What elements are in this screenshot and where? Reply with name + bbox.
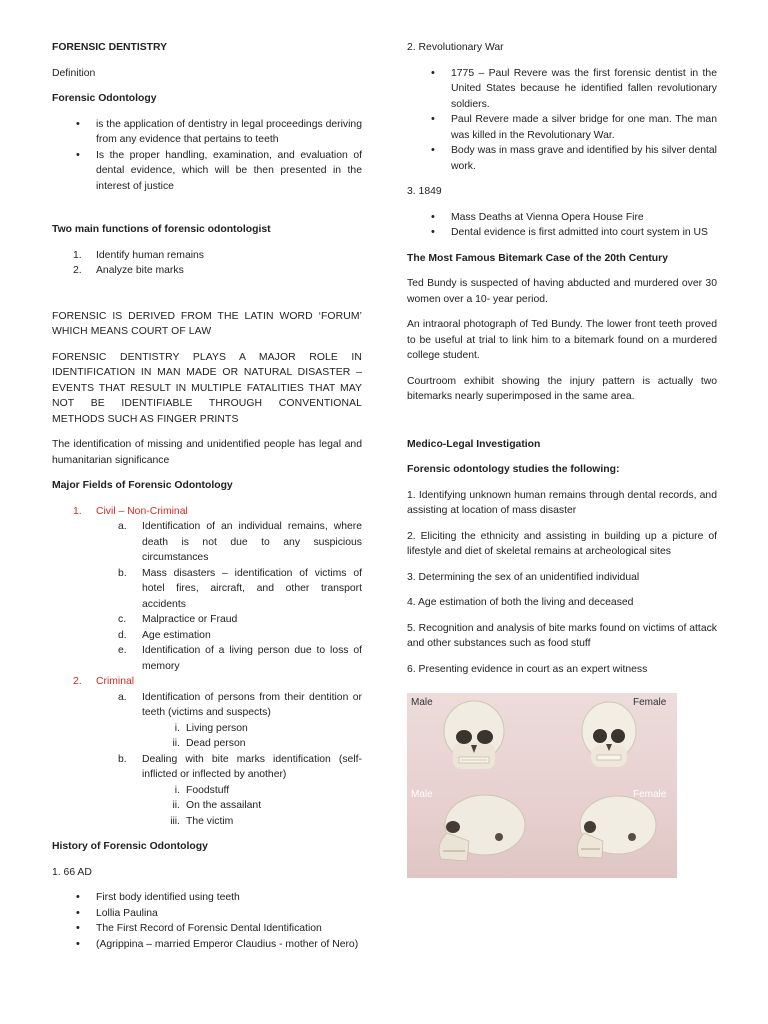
label-male-top: Male	[411, 697, 433, 708]
study-item: 6. Presenting evidence in court as an expert witness	[407, 663, 648, 675]
left-column	[52, 40, 362, 962]
criminal-heading: 2. Criminal	[73, 676, 135, 687]
list-item: • 1775 – Paul Revere was the first forensic dentist in the United States because he identified fallen revolutionary soldiers.	[407, 66, 717, 113]
list-item: ii. Dead person	[172, 738, 246, 749]
study-item: 1. Identifying unknown human remains through dental records, and assisting at location of mass disaster	[407, 489, 717, 516]
right-column	[407, 40, 717, 687]
list-item: • (Agrippina – married Emperor Claudius - mother of Nero)	[52, 937, 362, 953]
list-item: c. Malpractice or Fraud	[118, 614, 238, 625]
history-66-label: 1. 66 AD	[52, 866, 92, 878]
list-item: a. Identification of an individual remains, where death is not due to any suspicious circumstances	[118, 521, 362, 563]
medico-heading: Medico-Legal Investigation	[407, 438, 541, 450]
list-item: 1. Identify human remains	[73, 249, 205, 261]
bitemark-heading: The Most Famous Bitemark Case of the 20th Century	[407, 252, 668, 264]
list-item: • Mass Deaths at Vienna Opera House Fire	[407, 210, 717, 226]
skull-comparison-image	[407, 693, 677, 878]
functions-list	[52, 248, 362, 279]
study-item: 4. Age estimation of both the living and deceased	[407, 597, 634, 608]
list-item: • Paul Revere made a silver bridge for one man. The man was killed in the Revolutionary War.	[407, 112, 717, 143]
list-item: b. Dealing with bite marks identification (self-inflicted or inflected by another)	[118, 753, 362, 780]
list-item: • Dental evidence is first admitted into court system in US	[407, 225, 717, 241]
document-title: FORENSIC DENTISTRY	[52, 42, 168, 53]
role-paragraph: FORENSIC DENTISTRY PLAYS A MAJOR ROLE IN IDENTIFICATION IN MAN MADE OR NATURAL DISASTER – EVENTS THAT RESULT IN MULTIPLE FATALITIES THAT MAY NOT BE IDENTIFIABLE THROUGH CONVENTIONAL METHODS SUCH AS FINGER PRINTS	[52, 351, 362, 425]
list-item: iii. The victim	[170, 815, 234, 827]
bitemark-paragraph: Ted Bundy is suspected of having abducted and murdered over 30 women over a 10- year period.	[407, 278, 717, 305]
list-item: • Lollia Paulina	[52, 906, 362, 922]
list-item: • Body was in mass grave and identified by his silver dental work.	[407, 143, 717, 174]
list-item: a. Identification of persons from their dentition or teeth (victims and suspects)	[118, 691, 362, 718]
odontology-heading: Forensic Odontology	[52, 93, 157, 104]
missing-paragraph: The identification of missing and unidentified people has legal and humanitarian significance	[52, 439, 362, 466]
history-66-bullets	[52, 890, 362, 952]
list-item: i. Foodstuff	[174, 784, 230, 796]
label-male-bottom: Male	[411, 789, 433, 800]
list-item: 2. Analyze bite marks	[73, 265, 184, 276]
list-item: e. Identification of a living person due to loss of memory	[118, 645, 362, 672]
history-1849-label: 3. 1849	[407, 186, 442, 197]
studies-heading: Forensic odontology studies the following:	[407, 464, 620, 475]
list-item: • is the application of dentistry in legal proceedings deriving from any evidence that pertains to teeth	[52, 117, 362, 148]
list-item: • First body identified using teeth	[52, 890, 362, 906]
list-item: b. Mass disasters – identification of victims of hotel fires, aircraft, and other transport accidents	[118, 567, 362, 610]
list-item: ii. On the assailant	[172, 800, 262, 811]
bitemark-paragraph: An intraoral photograph of Ted Bundy. The lower front teeth proved to be useful at trial to link him to a bitemark found on a murdered college student.	[407, 319, 717, 361]
definition-label: Definition	[52, 67, 96, 79]
odontology-bullets	[52, 117, 362, 195]
history-war-label: 2. Revolutionary War	[407, 42, 504, 53]
study-item: 5. Recognition and analysis of bite marks found on victims of attack and other substances such as food stuff	[407, 622, 717, 649]
bitemark-paragraph: Courtroom exhibit showing the injury pattern is actually two bitemarks nearly superimposed in the same area.	[407, 375, 717, 402]
history-war-bullets	[407, 66, 717, 175]
label-female-bottom: Female	[633, 789, 667, 800]
civil-heading: 1. Civil – Non-Criminal	[73, 505, 188, 517]
label-female-top: Female	[633, 697, 667, 708]
study-item: 2. Eliciting the ethnicity and assisting in building up a picture of lifestyle and diet of skeletal remains at archeological sites	[407, 530, 717, 557]
functions-heading: Two main functions of forensic odontologist	[52, 224, 271, 235]
list-item: • The First Record of Forensic Dental Identification	[52, 921, 362, 937]
fields-list	[52, 504, 362, 830]
list-item: i. Living person	[174, 722, 248, 734]
latin-paragraph: FORENSIC IS DERIVED FROM THE LATIN WORD ‘FORUM’ WHICH MEANS COURT OF LAW	[52, 310, 362, 337]
fields-heading: Major Fields of Forensic Odontology	[52, 480, 233, 491]
list-item: d. Age estimation	[118, 629, 211, 641]
study-item: 3. Determining the sex of an unidentified individual	[407, 571, 640, 583]
history-heading: History of Forensic Odontology	[52, 841, 208, 852]
list-item: • Is the proper handling, examination, and evaluation of dental evidence, which will be then presented in the interest of justice	[52, 148, 362, 195]
history-1849-bullets	[407, 210, 717, 241]
